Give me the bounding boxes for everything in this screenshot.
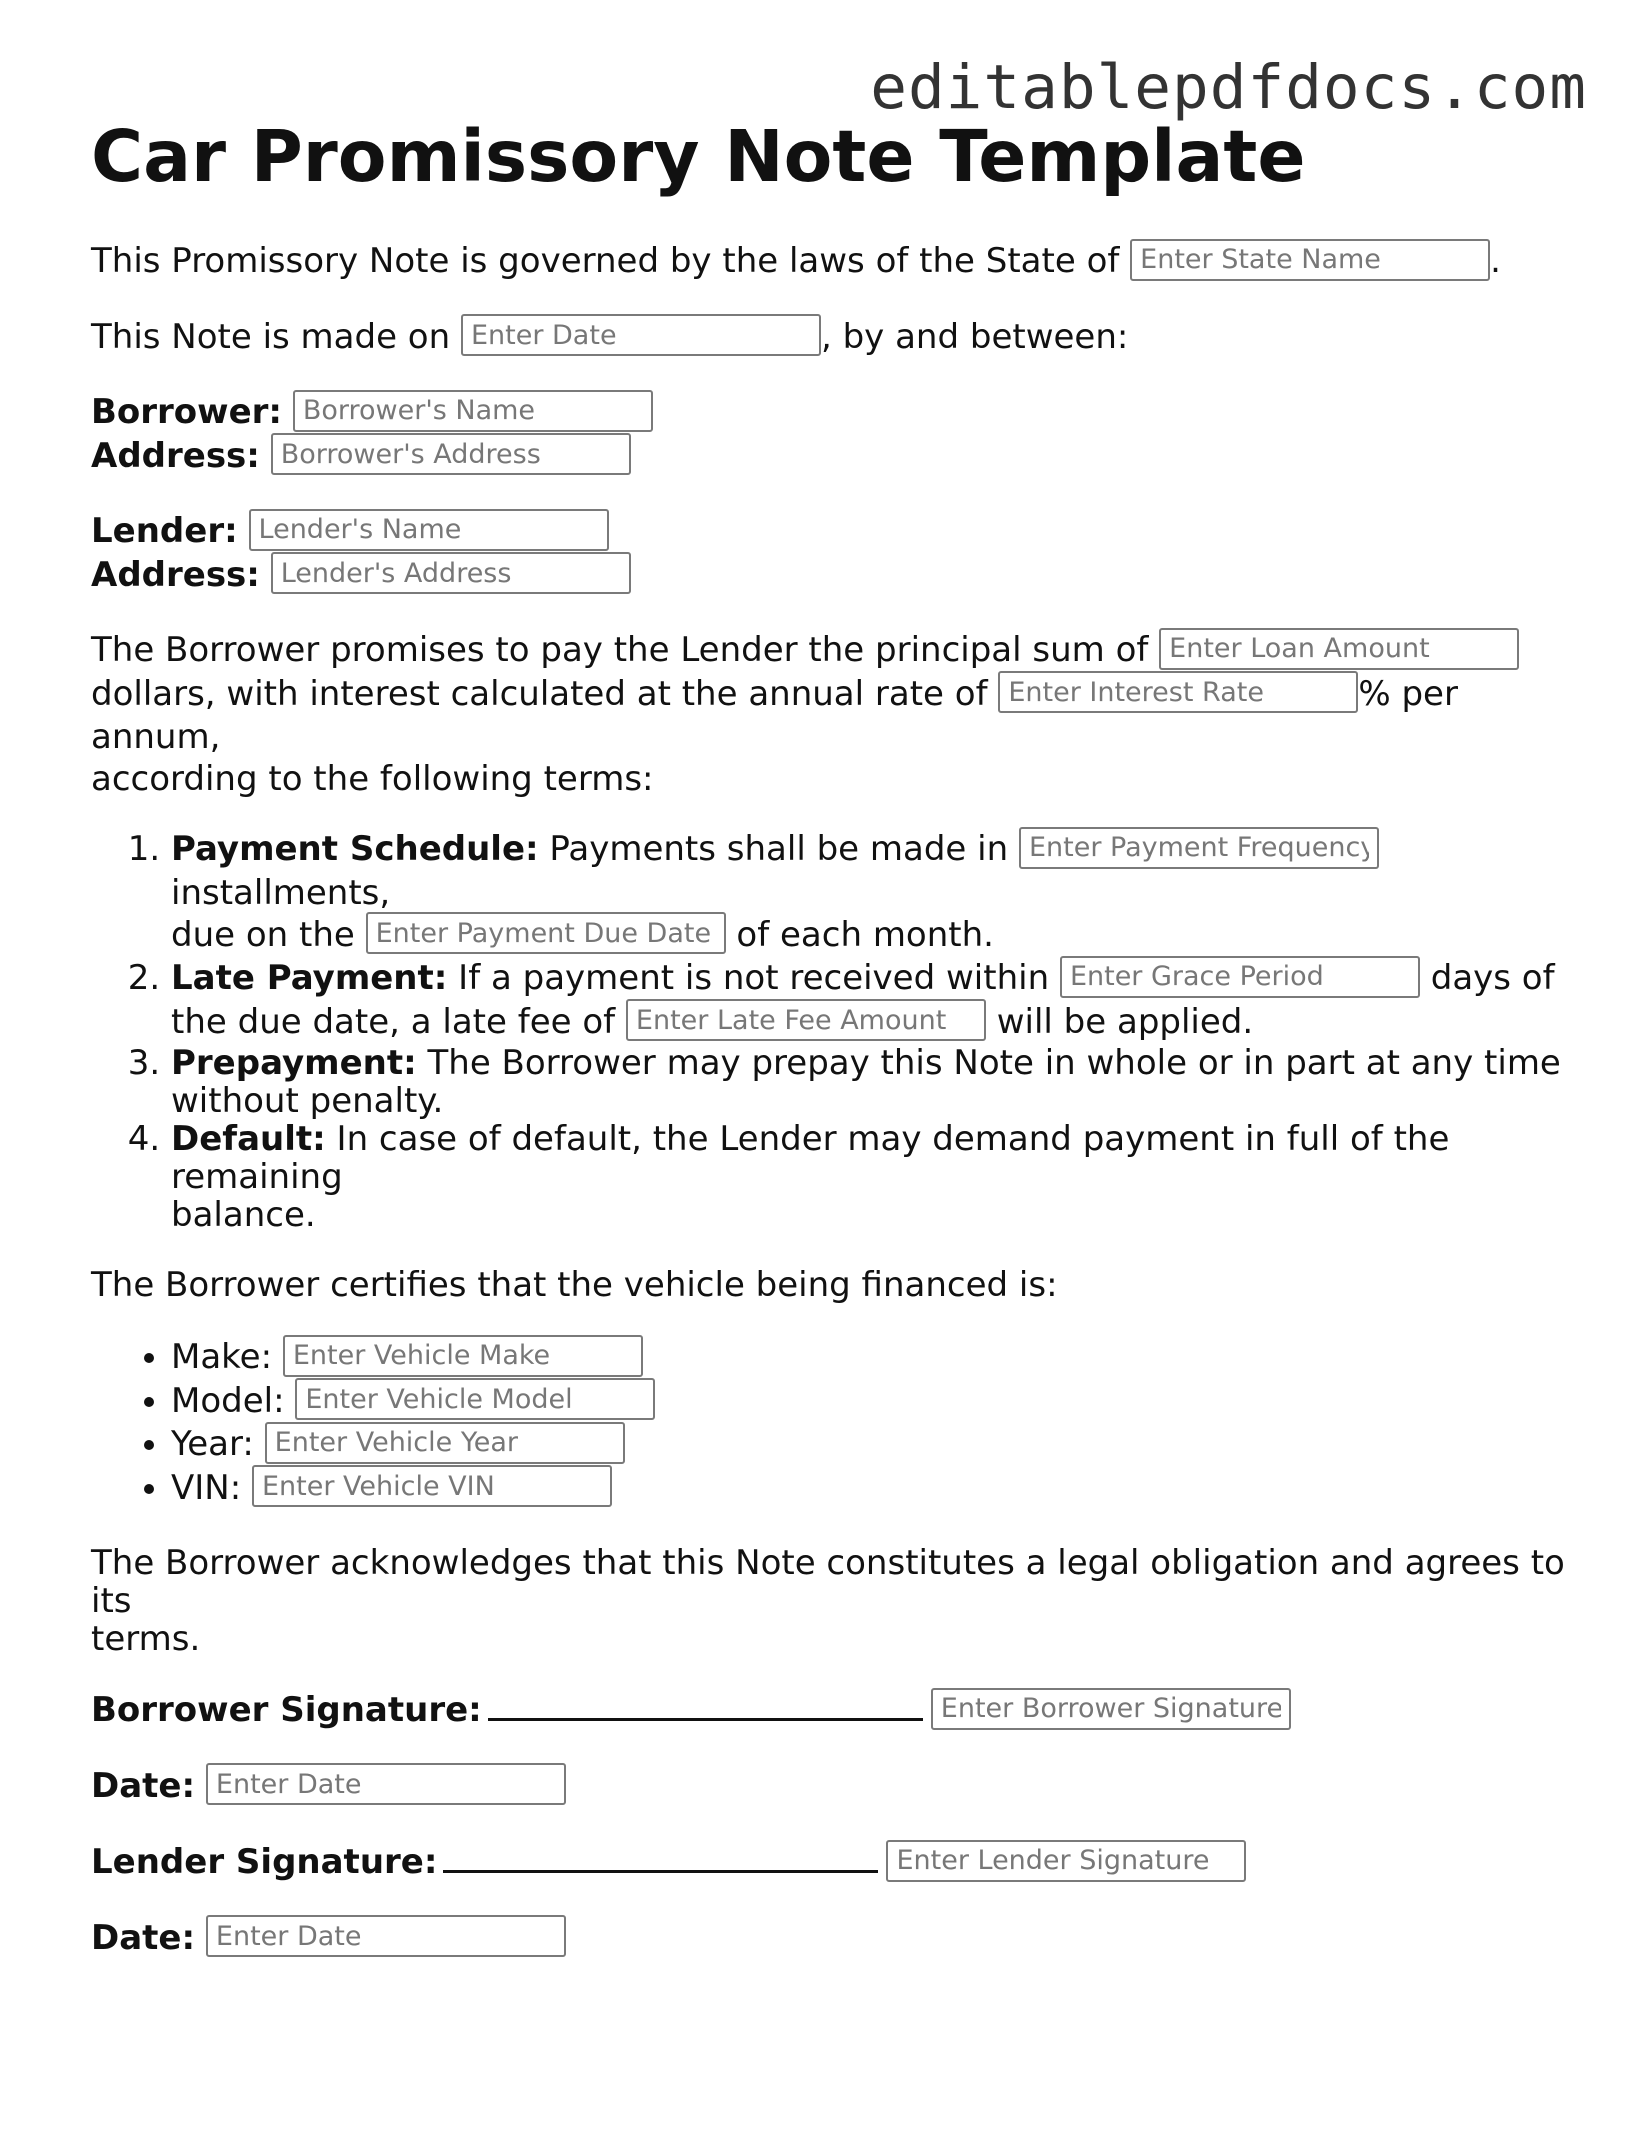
loan-amount-input[interactable] <box>1159 628 1519 670</box>
acknowledgement-paragraph <box>91 1544 1571 1658</box>
vehicle-list <box>91 1336 1571 1510</box>
borrower-date-input[interactable] <box>206 1763 566 1805</box>
lender-date-row <box>91 1917 1571 1961</box>
borrower-signature-row <box>91 1688 1571 1733</box>
payment-frequency-input[interactable] <box>1019 827 1379 869</box>
borrower-signature-input[interactable] <box>931 1688 1291 1730</box>
borrower-signature-label: Borrower Signature: <box>91 1690 482 1730</box>
note-date-input[interactable] <box>461 314 821 356</box>
term-label: Default: <box>171 1119 326 1159</box>
borrower-block <box>91 391 1571 478</box>
term-text: the due date, a late fee of <box>171 1001 626 1042</box>
term-text: In case of default, the Lender may demand payment in full of the remaining <box>171 1119 1450 1197</box>
vehicle-make-input[interactable] <box>283 1335 643 1377</box>
principal-text-1: The Borrower promises to pay the Lender the principal sum of <box>91 630 1160 670</box>
vehicle-make-label: Make: <box>171 1337 283 1377</box>
vehicle-model-item <box>171 1380 1571 1424</box>
principal-paragraph <box>91 629 1571 800</box>
borrower-date-label: Date: <box>91 1765 196 1806</box>
document-page <box>91 112 1571 1960</box>
vehicle-model-input[interactable] <box>295 1378 655 1420</box>
lender-signature-row <box>91 1840 1571 1885</box>
lender-address-input[interactable] <box>271 552 631 594</box>
lender-signature-line <box>443 1840 878 1873</box>
term-label: Payment Schedule: <box>171 829 539 869</box>
term-text: If a payment is not received within <box>447 958 1060 998</box>
state-name-input[interactable] <box>1130 239 1490 281</box>
lender-block <box>91 510 1571 597</box>
term-prepayment <box>171 1044 1571 1120</box>
term-label: Prepayment: <box>171 1043 417 1083</box>
interest-rate-input[interactable] <box>998 671 1358 713</box>
lender-label: Lender: <box>91 511 238 551</box>
made-on-text: This Note is made on <box>91 316 461 357</box>
governing-text-end: . <box>1490 241 1501 281</box>
vehicle-intro: The Borrower certifies that the vehicle being financed is: <box>91 1265 1058 1305</box>
watermark: editablepdfdocs.com <box>870 52 1587 123</box>
principal-text-4: according to the following terms: <box>91 759 654 799</box>
vehicle-make-item <box>171 1336 1571 1380</box>
lender-signature-input[interactable] <box>886 1840 1246 1882</box>
term-text: due on the <box>171 914 366 955</box>
term-payment-schedule <box>171 828 1571 957</box>
borrower-date-row <box>91 1765 1571 1809</box>
term-text: of each month. <box>725 914 994 955</box>
late-fee-input[interactable] <box>626 999 986 1041</box>
vehicle-model-label: Model: <box>171 1380 296 1421</box>
borrower-signature-line <box>488 1688 923 1721</box>
borrower-address-label: Address: <box>91 435 260 476</box>
principal-text-2: dollars, with interest calculated at the annual rate of <box>91 673 999 714</box>
vehicle-year-label: Year: <box>171 1424 265 1464</box>
governing-law-paragraph <box>91 240 1571 284</box>
borrower-label: Borrower: <box>91 392 283 432</box>
lender-address-label: Address: <box>91 554 260 595</box>
lender-name-input[interactable] <box>249 509 609 551</box>
vehicle-year-input[interactable] <box>265 1422 625 1464</box>
lender-date-input[interactable] <box>206 1915 566 1957</box>
payment-due-date-input[interactable] <box>366 912 726 954</box>
made-on-paragraph <box>91 316 1571 360</box>
acknowledgement-line-2: terms. <box>91 1619 201 1659</box>
principal-text-3: % per annum, <box>91 673 1458 757</box>
term-text: balance. <box>171 1195 316 1235</box>
term-default <box>171 1120 1571 1234</box>
term-text: The Borrower may prepay this Note in whole or in part at any time <box>416 1043 1561 1083</box>
borrower-address-input[interactable] <box>271 433 631 475</box>
terms-list <box>91 828 1571 1234</box>
term-text: Payments shall be made in <box>538 829 1019 869</box>
vehicle-vin-input[interactable] <box>252 1465 612 1507</box>
document-title: Car Promissory Note Template <box>91 115 1306 198</box>
vehicle-vin-label: VIN: <box>171 1467 252 1508</box>
made-on-text-end: , by and between: <box>820 316 1129 357</box>
lender-signature-label: Lender Signature: <box>91 1842 438 1882</box>
grace-period-input[interactable] <box>1060 956 1420 998</box>
term-text: days of <box>1419 958 1555 998</box>
term-late-payment <box>171 957 1571 1044</box>
term-text: will be applied. <box>985 1001 1254 1042</box>
vehicle-vin-item <box>171 1467 1571 1511</box>
borrower-name-input[interactable] <box>293 390 653 432</box>
term-label: Late Payment: <box>171 958 448 998</box>
lender-date-label: Date: <box>91 1917 196 1958</box>
governing-text: This Promissory Note is governed by the laws of the State of <box>91 241 1131 281</box>
vehicle-year-item <box>171 1423 1571 1467</box>
term-text: without penalty. <box>171 1081 444 1121</box>
term-text: installments, <box>171 872 391 913</box>
acknowledgement-line-1: The Borrower acknowledges that this Note constitutes a legal obligation and agrees to its <box>91 1543 1565 1621</box>
